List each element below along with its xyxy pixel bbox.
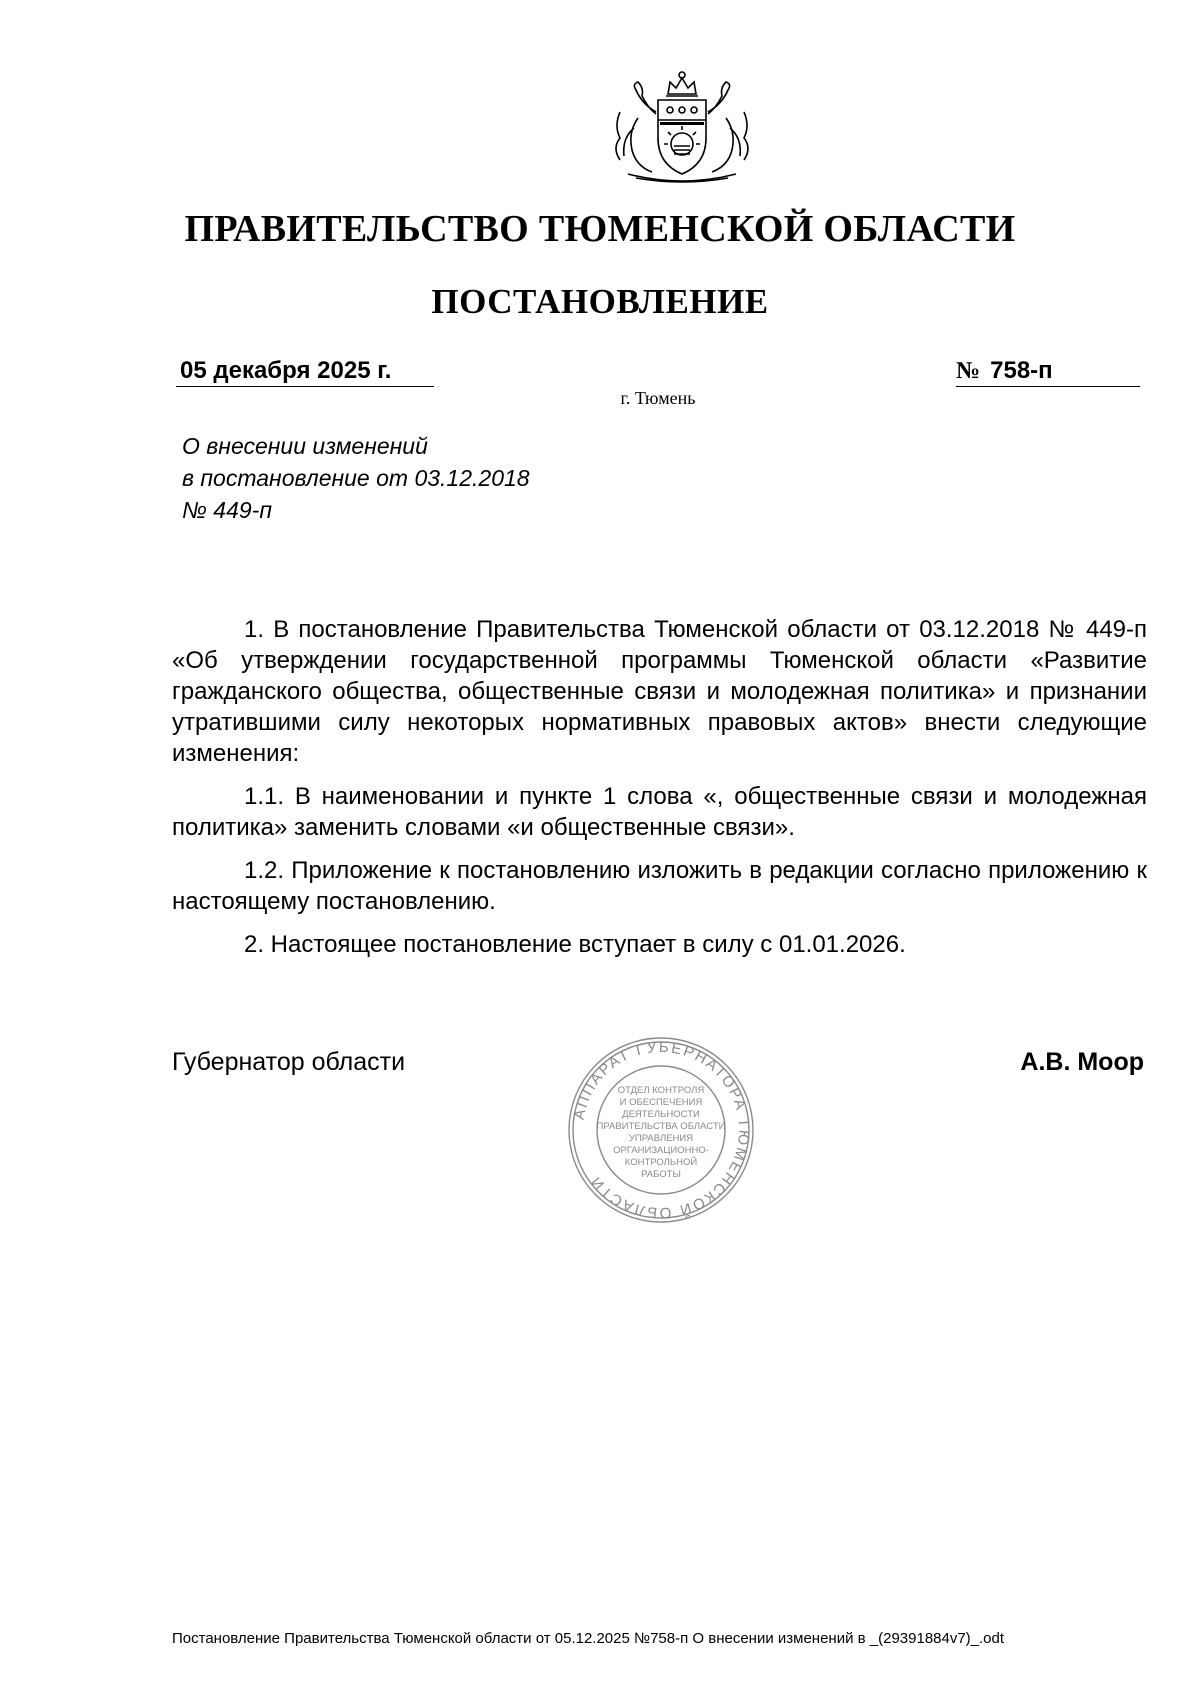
document-footer: Постановление Правительства Тюменской области от 05.12.2025 №758-п О внесении изменений в _(29391884v7)_.odt	[172, 1630, 1005, 1647]
document-date-field	[176, 356, 434, 387]
official-seal-icon	[566, 1035, 756, 1225]
document-number-field	[956, 356, 1140, 387]
seal-inner-line: ОРГАНИЗАЦИОННО-	[613, 1145, 709, 1156]
document-type-title: ПОСТАНОВЛЕНИЕ	[431, 282, 769, 321]
coat-of-arms-icon	[598, 68, 766, 188]
document-subject	[182, 430, 782, 526]
seal-inner-line: КОНТРОЛЬНОЙ	[624, 1157, 698, 1168]
seal-outer-text: АППАРАТ ГУБЕРНАТОРА ТЮМЕНСКОЙ ОБЛАСТИ	[570, 1038, 753, 1222]
body-paragraph: 1.1. В наименовании и пункте 1 слова «, общественные связи и молодежная политика» заменить словами «и общественные связи».	[172, 783, 1147, 841]
signer-position: Губернатор области	[172, 1048, 406, 1076]
seal-inner-line: ПРАВИТЕЛЬСТВА ОБЛАСТИ	[596, 1121, 726, 1132]
seal-inner-line: РАБОТЫ	[641, 1169, 681, 1180]
subject-line: № 449-п	[182, 497, 272, 523]
seal-inner-line: ДЕЯТЕЛЬНОСТИ	[622, 1109, 700, 1120]
document-body	[172, 614, 1147, 972]
body-paragraph: 1. В постановление Правительства Тюменской области от 03.12.2018 № 449-п «Об утверждении государственной программы Тюменской области «Развитие гражданского общества, общественные связи и молодежная политика» и признании утратившими силу некоторых нормативных правовых актов» внести следующие изменения:	[172, 616, 1147, 767]
subject-line: О внесении изменений	[182, 433, 428, 459]
document-date: 05 декабря 2025 г.	[180, 357, 392, 384]
body-paragraph: 2. Настоящее постановление вступает в силу с 01.01.2026.	[244, 931, 906, 958]
seal-inner-line: И ОБЕСПЕЧЕНИЯ	[619, 1097, 703, 1108]
signer-name: А.В. Моор	[1020, 1048, 1144, 1076]
subject-line: в постановление от 03.12.2018	[182, 465, 530, 491]
number-sign: №	[956, 358, 981, 384]
document-number: 758-п	[990, 357, 1053, 384]
government-title: ПРАВИТЕЛЬСТВО ТЮМЕНСКОЙ ОБЛАСТИ	[184, 208, 1016, 250]
seal-inner-line: ОТДЕЛ КОНТРОЛЯ	[617, 1085, 705, 1096]
body-paragraph: 1.2. Приложение к постановлению изложить в редакции согласно приложению к настоящему постановлению.	[172, 857, 1147, 915]
seal-inner-line: УПРАВЛЕНИЯ	[628, 1133, 694, 1144]
document-city: г. Тюмень	[620, 388, 696, 408]
